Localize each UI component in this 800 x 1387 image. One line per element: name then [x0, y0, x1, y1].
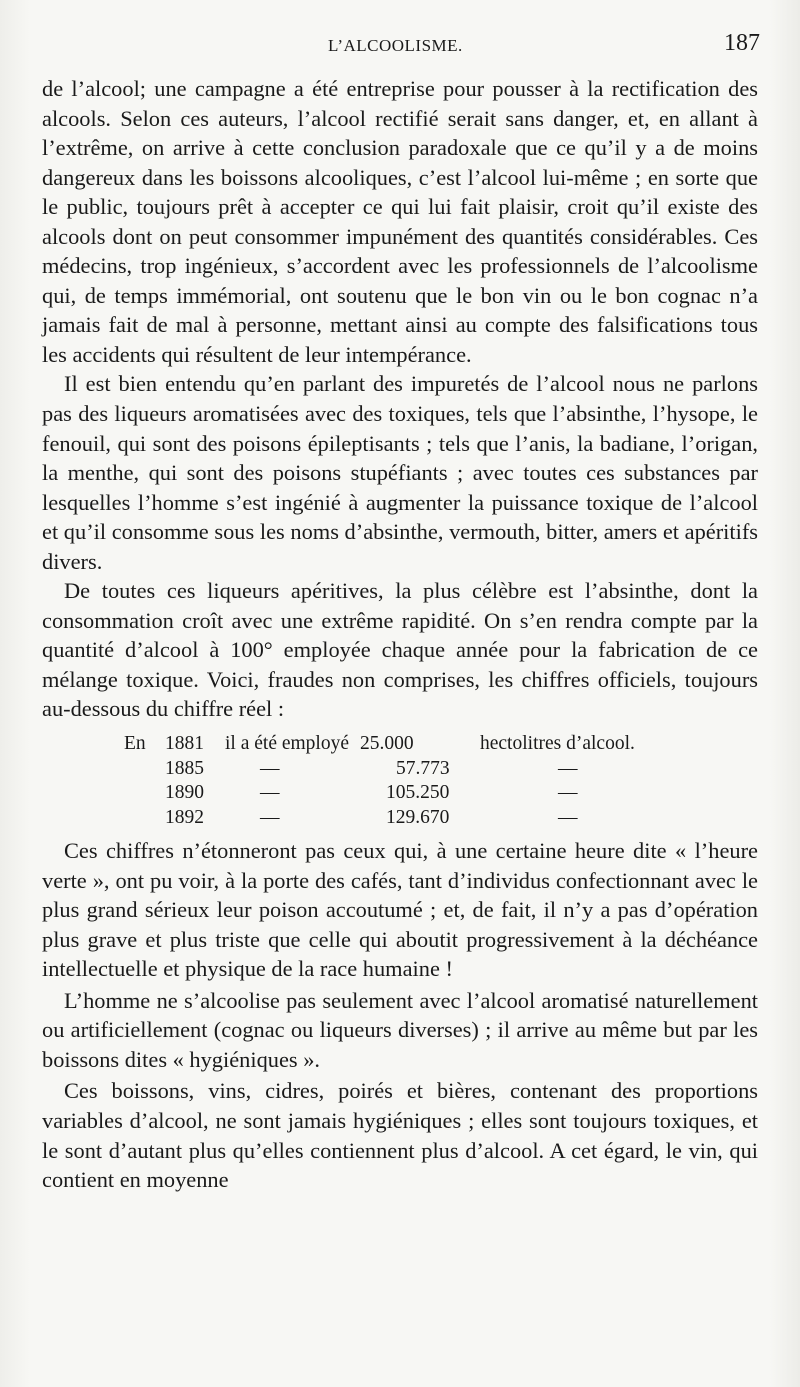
row-ditto: — — [558, 806, 578, 828]
running-head: L’ALCOOLISME. — [328, 36, 463, 55]
row-year: 1885 — [165, 757, 204, 779]
row-ditto: — — [260, 782, 280, 804]
paragraph-impurities: Il est bien entendu qu’en parlant des impuretés de l’alcool nous ne parlons pas des liqueurs aromatisées avec des toxiques, tels que l’absinthe, l’hysope, le fenouil, qui sont des poisons épileptisants ; tels que l’anis, la badiane, l’origan, la menthe, qui sont des poisons stupéfiants ; avec toutes ces substances par lesquelles l’homme s’est ingénié à augmenter la puissance toxique de l’alcool et qu’il consomme sous les noms d’absinthe, vermouth, bitter, amers et apéritifs divers. — [42, 371, 758, 574]
table-row — [42, 732, 758, 757]
row-year: 1890 — [165, 782, 204, 804]
paragraph-hygienic: L’homme ne s’alcoolise pas seulement avec l’alcool aromatisé naturellement ou artificiellement (cognac ou liqueurs diverses) ; il arrive au même but par les boissons dites « hygiéniques ». — [42, 987, 758, 1072]
body-text — [42, 74, 758, 1195]
paragraph-continued: de l’alcool; une campagne a été entreprise pour pousser à la rectification des alcools. Selon ces auteurs, l’alcool rectifié serait sans danger, et, en allant à l’extrême, on arrive à cette conclusion paradoxale que ce qu’il y a de moins dangereux dans les boissons alcooliques, c’est l’alcool lui-même ; en sorte que le public, toujours prêt à accepter ce qui lui fait plaisir, croit qu’il existe des alcools dont on peut consommer impunément des quantités considérables. Ces médecins, trop ingénieux, s’accordent avec les professionnels de l’alcoolisme qui, de temps immémorial, ont soutenu que le bon vin ou le bon cognac n’a jamais fait de mal à personne, mettant ainsi au compte des falsifications tous les accidents qui résultent de leur intempérance. — [42, 76, 758, 367]
row-value: 129.670 — [386, 806, 450, 828]
table-row — [42, 757, 758, 782]
row-verb: il a été employé — [225, 733, 349, 755]
row-ditto: — — [260, 757, 280, 779]
table-row — [42, 806, 758, 831]
row-year: 1892 — [165, 806, 204, 828]
paragraph-heure-verte: Ces chiffres n’étonneront pas ceux qui, à une certaine heure dite « l’heure verte », ont pu voir, à la porte des cafés, tant d’individus confectionnant avec le plus grand sérieux leur poison accoutumé ; et, de fait, il n’y a pas d’opération plus grave et plus triste que celle qui aboutit progressivement à la déchéance intellectuelle et physique de la race humaine ! — [42, 838, 758, 982]
paragraph-beverages: Ces boissons, vins, cidres, poirés et bières, contenant des proportions variables d’alcool, ne sont jamais hygiéniques ; elles sont toujours toxiques, et le sont d’autant plus qu’elles contiennent plus d’alcool. A cet égard, le vin, qui contient en moyenne — [42, 1078, 758, 1193]
row-value: 105.250 — [386, 782, 450, 804]
row-value: 57.773 — [396, 757, 450, 779]
consumption-table — [42, 732, 758, 830]
row-value: 25.000 — [360, 733, 414, 755]
row-year: 1881 — [165, 733, 204, 755]
table-row — [42, 781, 758, 806]
row-ditto: — — [558, 757, 578, 779]
row-ditto: — — [260, 806, 280, 828]
page-header — [0, 30, 800, 64]
paragraph-absinthe: De toutes ces liqueurs apéritives, la plus célèbre est l’absinthe, dont la consommation croît avec une extrême rapidité. On s’en rendra compte par la quantité d’alcool à 100° employée chaque année pour la fabrication de ce mélange toxique. Voici, fraudes non comprises, les chiffres officiels, toujours au-dessous du chiffre réel : — [42, 578, 758, 722]
row-unit: hectolitres d’alcool. — [480, 733, 635, 755]
page-number: 187 — [724, 30, 760, 56]
row-ditto: — — [558, 782, 578, 804]
row-lead: En — [124, 733, 146, 755]
